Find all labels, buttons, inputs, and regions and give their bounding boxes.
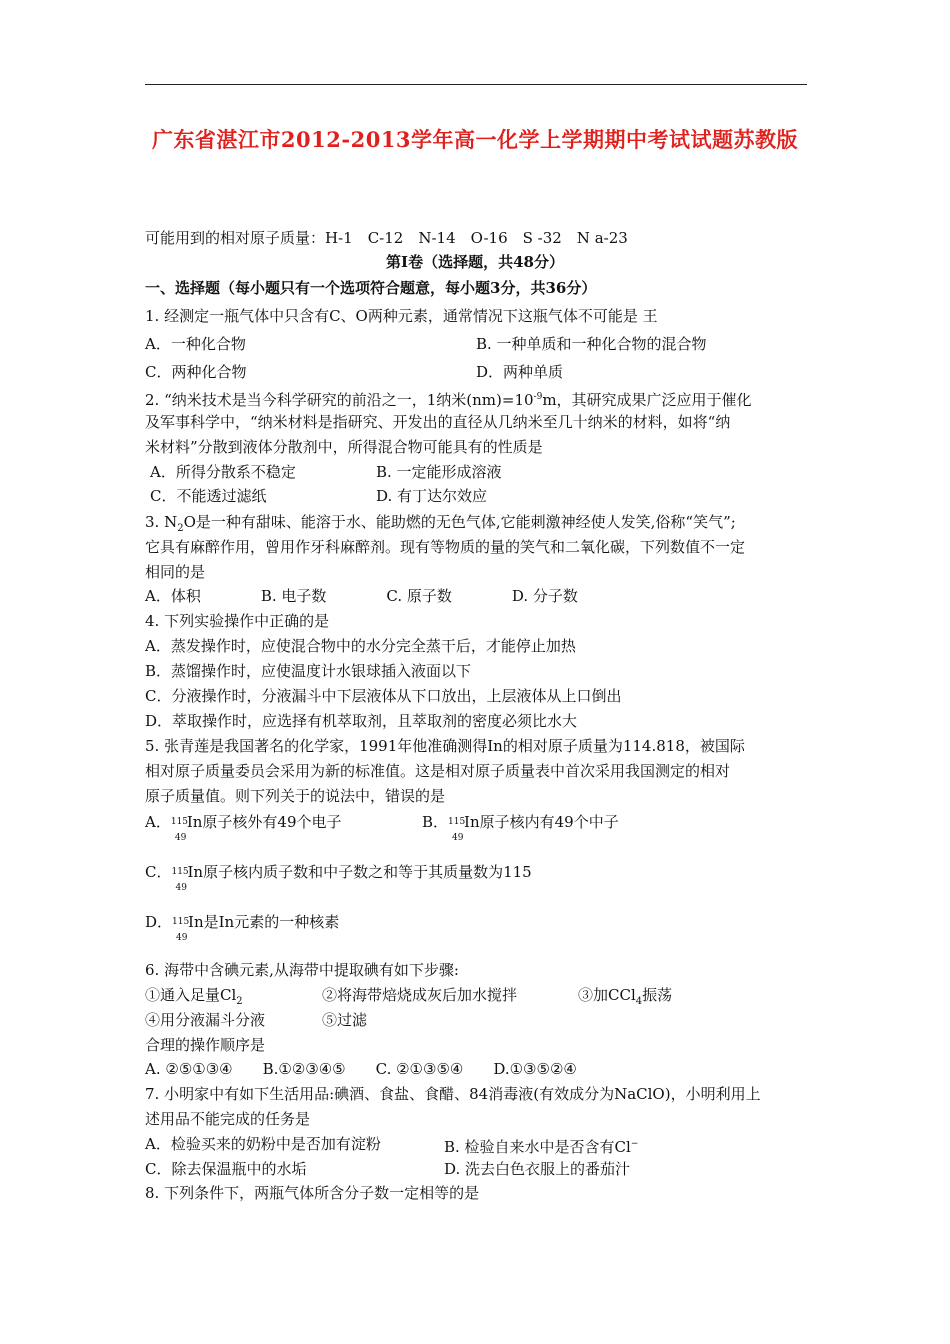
q1-option-a: A．一种化合物 (145, 335, 246, 353)
q3-stem-line1: 3. $N_2O$是一种有甜味、能溶于水、能助燃的无色气体,它能刺激神经使人发笑,俗称“笑气”; (145, 513, 736, 534)
q2-option-b: B. 一定能形成溶液 (376, 463, 502, 481)
q1-option-b: B. 一种单质和一种化合物的混合物 (476, 335, 707, 353)
q1-option-c: C．两种化合物 (145, 363, 247, 381)
q7-option-d: D. 洗去白色衣服上的番茄汁 (444, 1160, 631, 1178)
q2-stem-line1: 2. “纳米技术是当今科学研究的前沿之一，1纳米$(nm)=10^{-9}m$，其研究成果广泛应用于催化 (145, 391, 752, 409)
q3-stem-line2: 它具有麻醉作用，曾用作牙科麻醉剂。现有等物质的量的笑气和二氧化碳，下列数值不一定 (145, 538, 746, 556)
q7-option-c: C．除去保温瓶中的水垢 (145, 1160, 307, 1178)
q6-options: A. ②⑤①③④ B.①②③④⑤ C. ②①③⑤④ D.①③⑤②④ (145, 1060, 577, 1078)
isotope-symbol: 115 49 (448, 817, 466, 843)
q6-step-5: ⑤过滤 (322, 1011, 368, 1029)
q6-stem: 6. 海带中含碘元素,从海带中提取碘有如下步骤: (145, 961, 459, 979)
q2-stem-line2: 及军事科学中，“纳米材料是指研究、开发出的直径从几纳米至几十纳米的材料，如将“纳 (145, 413, 731, 431)
q5-stem-line2: 相对原子质量委员会采用为新的标准值。这是相对原子质量表中首次采用我国测定的相对 (145, 762, 731, 780)
document-title: 广东省湛江市2012-2013学年高一化学上学期期中考试试题苏教版 (151, 127, 799, 152)
q1-option-d: D．两种单质 (476, 363, 564, 381)
q4-option-d: D．萃取操作时，应选择有机萃取剂，且萃取剂的密度必须比水大 (145, 712, 578, 730)
q6-step-2: ②将海带焙烧成灰后加水搅拌 (322, 986, 518, 1004)
q1-stem: 1. 经测定一瓶气体中只含有C、O两种元素，通常情况下这瓶气体不可能是 王 (145, 307, 658, 325)
q5-stem-line3: 原子质量值。则下列关于的说法中，错误的是 (145, 787, 446, 805)
q7-option-b: B. 检验自来水中是否含有Cl− (444, 1138, 639, 1156)
isotope-symbol: 115 49 (170, 817, 189, 843)
q3-stem-line3: 相同的是 (145, 563, 206, 581)
q7-stem-line1: 7. 小明家中有如下生活用品:碘酒、食盐、食醋、84消毒液(有效成分为NaClO)，小明利用上 (145, 1085, 761, 1103)
q2-option-c: C．不能透过滤纸 (150, 487, 267, 505)
q6-step-3: ③加CCl$_4$振荡 (578, 986, 673, 1007)
atomic-mass-line: 可能用到的相对原子质量：H-1 C-12 N-14 O-16 S -32 N a-23 (145, 229, 628, 247)
q3-options: A．体积 B. 电子数 C. 原子数 D. 分子数 (145, 587, 578, 605)
q4-stem: 4. 下列实验操作中正确的是 (145, 612, 330, 630)
isotope-symbol: 115 49 (172, 917, 190, 943)
q5-stem-line1: 5. 张青莲是我国著名的化学家，1991年他准确测得In的相对原子质量为114.818，被国际 (145, 737, 745, 755)
q7-option-a: A．检验买来的奶粉中是否加有淀粉 (145, 1135, 381, 1153)
q4-option-b: B．蒸馏操作时，应使温度计水银球插入液面以下 (145, 662, 472, 680)
q5-option-d: D． 115 49 In是In元素的一种核素 (145, 913, 340, 943)
isotope-symbol: 115 49 (171, 867, 189, 893)
q5-option-c: C． 115 49 In原子核内质子数和中子数之和等于其质量数为115 (145, 863, 532, 893)
q6-step-1: ①通入足量$Cl_2$ (145, 986, 243, 1007)
q6-order-prompt: 合理的操作顺序是 (145, 1036, 266, 1054)
volume-title: 第Ⅰ卷（选择题，共48分） (386, 253, 564, 271)
q2-option-d: D. 有丁达尔效应 (376, 487, 488, 505)
q6-step-4: ④用分液漏斗分液 (145, 1011, 266, 1029)
q4-option-a: A．蒸发操作时，应使混合物中的水分完全蒸干后，才能停止加热 (145, 637, 576, 655)
q5-option-a: A． 115 49 In原子核外有49个电子 (145, 813, 342, 843)
q4-option-c: C．分液操作时，分液漏斗中下层液体从下口放出，上层液体从上口倒出 (145, 687, 622, 705)
q8-stem: 8. 下列条件下，两瓶气体所含分子数一定相等的是 (145, 1184, 480, 1202)
q2-option-a: A．所得分散系不稳定 (150, 463, 296, 481)
q5-option-b: B． 115 49 In原子核内有49个中子 (422, 813, 619, 843)
header-rule (145, 84, 807, 85)
q2-stem-line3: 米材料”分散到液体分散剂中，所得混合物可能具有的性质是 (145, 438, 543, 456)
q7-stem-line2: 述用品不能完成的任务是 (145, 1110, 311, 1128)
section-title: 一、选择题（每小题只有一个选项符合题意，每小题3分，共36分） (145, 279, 597, 297)
